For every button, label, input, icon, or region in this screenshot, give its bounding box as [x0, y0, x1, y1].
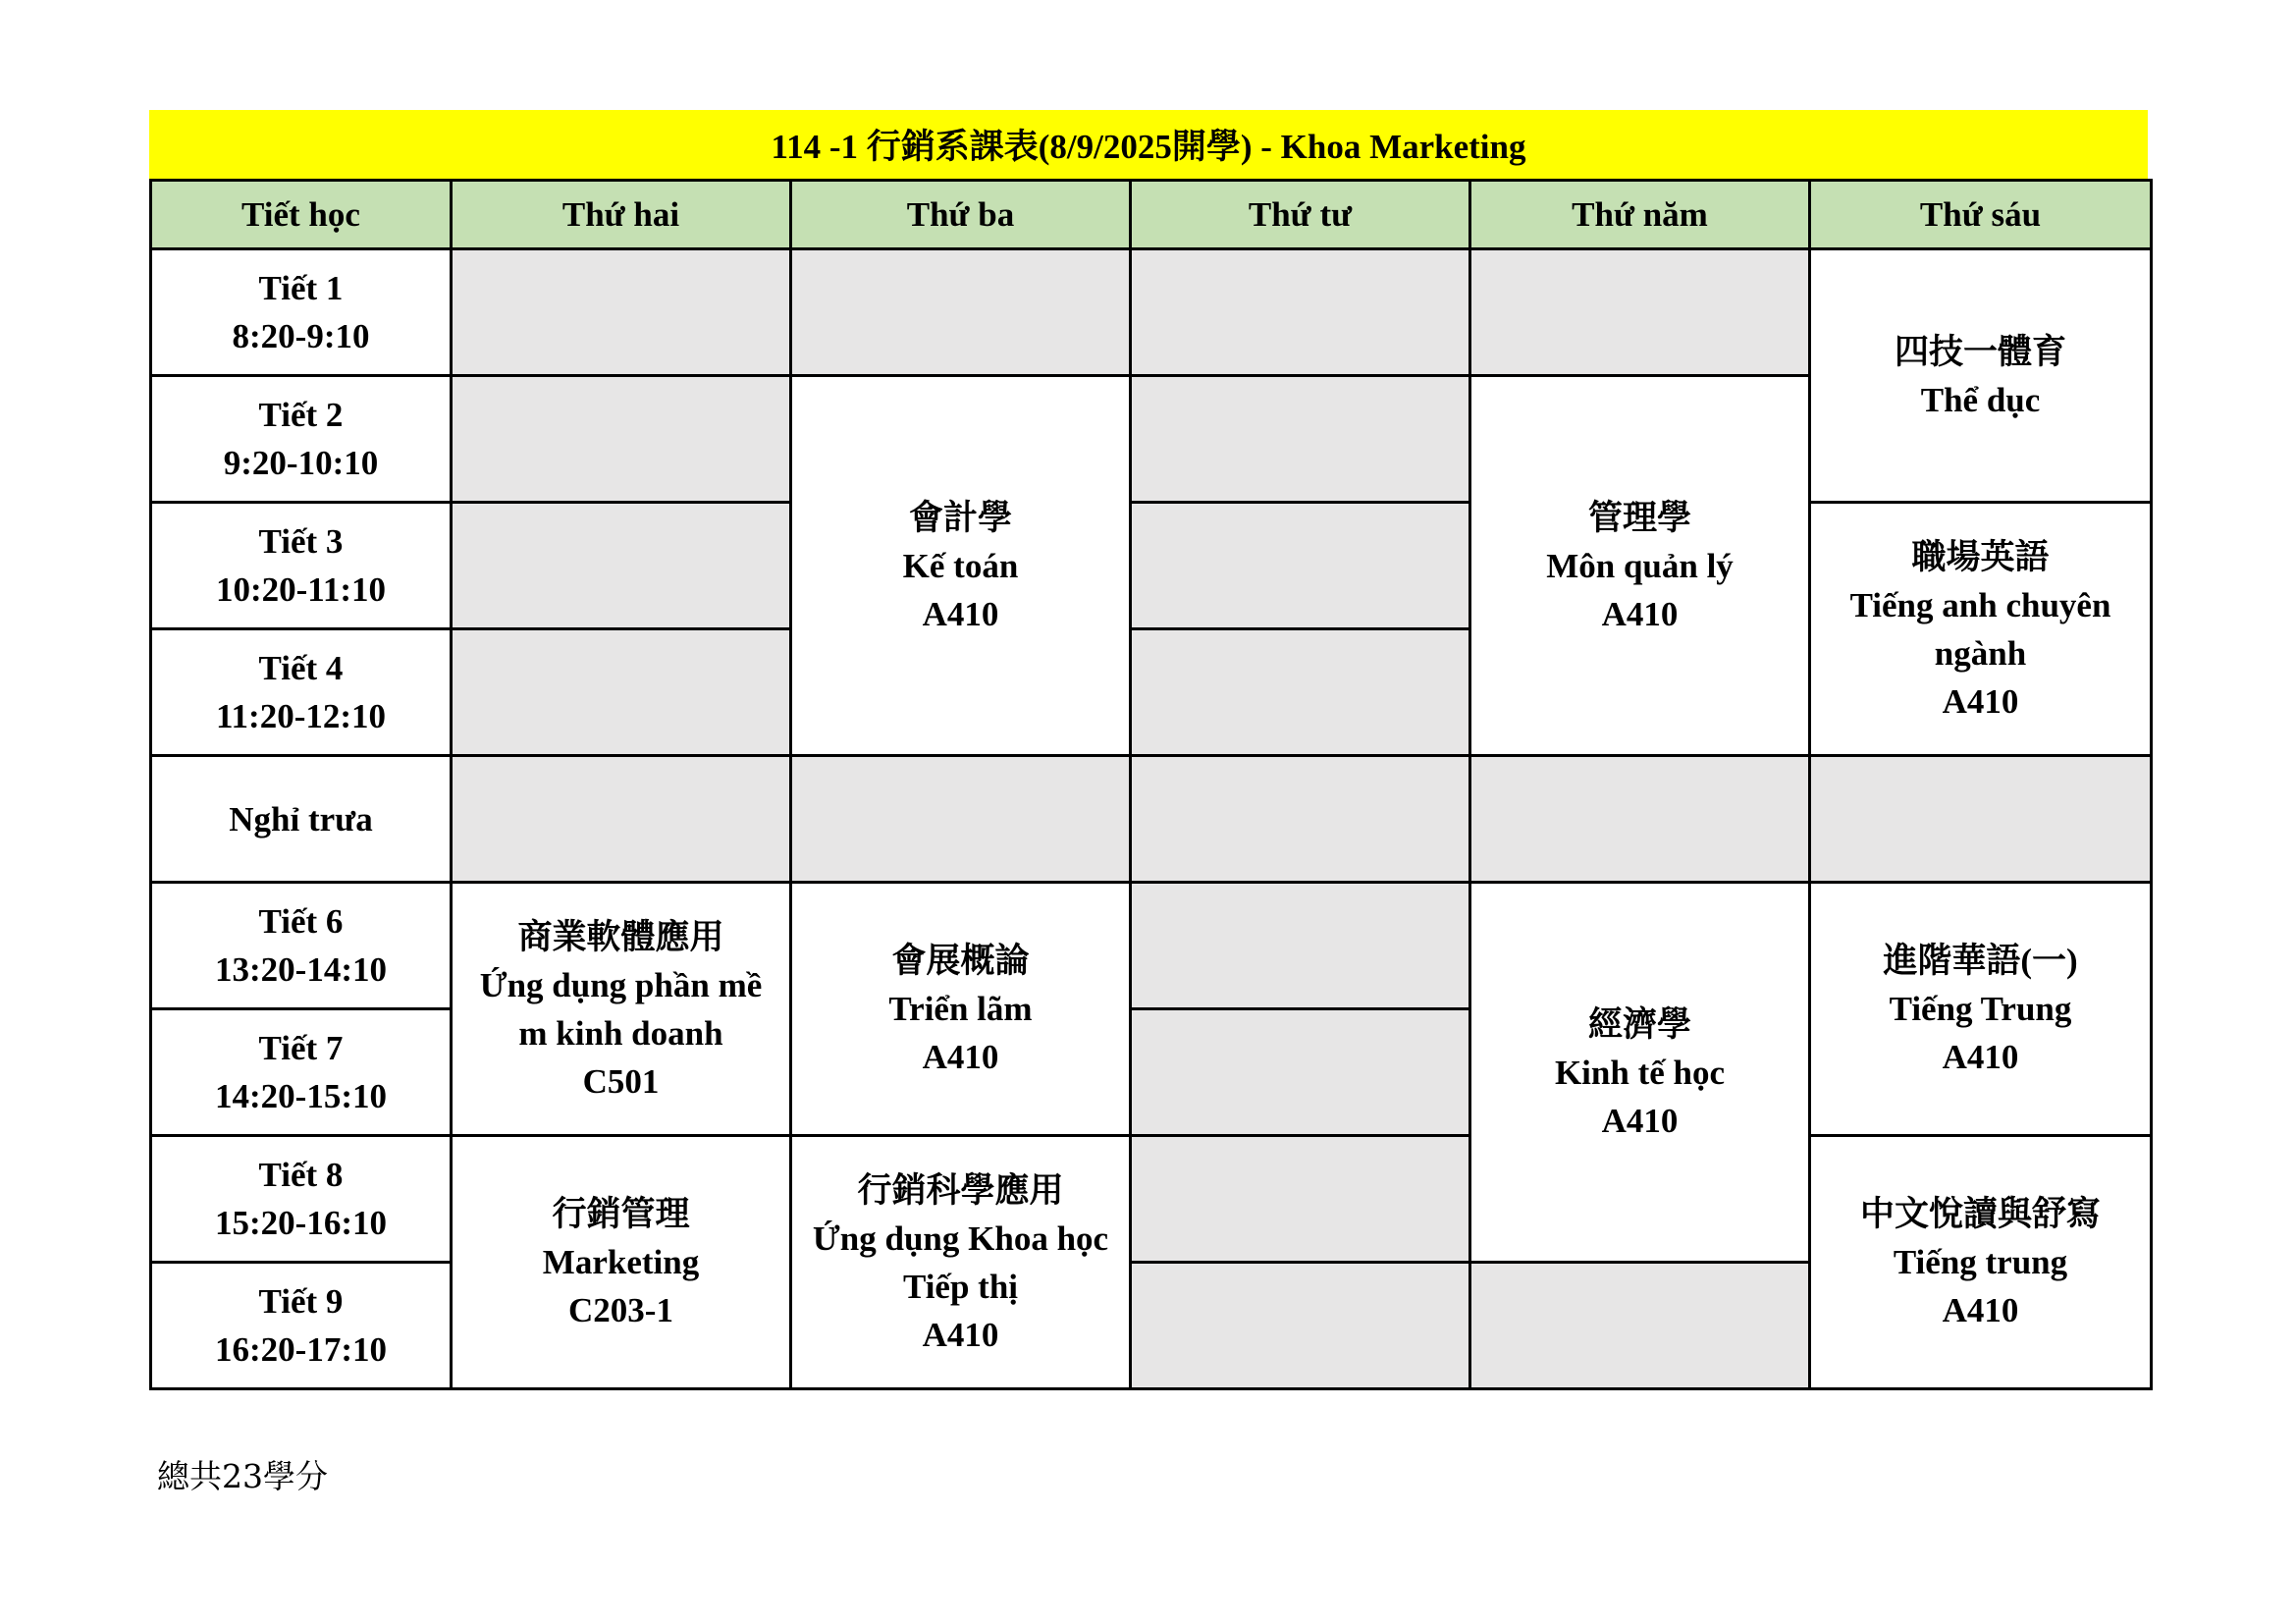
course-name-vi: Tiếng trung — [1893, 1243, 2068, 1281]
course-room: A410 — [1601, 594, 1679, 633]
course-name-zh: 管理學 — [1587, 498, 1691, 537]
course-name-vi: Ứng dụng phần mề — [479, 965, 763, 1004]
total-credits-note: 總共23學分 — [157, 1457, 328, 1495]
empty-slot — [1131, 1009, 1470, 1136]
period-name: Tiết 7 — [258, 1029, 344, 1067]
period-time: 8:20-9:10 — [232, 317, 370, 355]
empty-slot — [1131, 376, 1470, 503]
period-name: Tiết 2 — [258, 396, 344, 434]
course-name-vi: Ứng dụng Khoa học — [812, 1218, 1109, 1258]
period-time: 9:20-10:10 — [223, 444, 379, 482]
period-name: Tiết 3 — [258, 522, 344, 561]
period-name: Tiết 6 — [258, 902, 344, 941]
lunch-row — [151, 756, 2152, 883]
course-name-vi-cont: m kinh doanh — [518, 1013, 723, 1053]
course-room: A410 — [1601, 1101, 1679, 1140]
period-cell — [151, 1136, 452, 1263]
header-monday: Thứ hai — [452, 181, 791, 249]
course-name-vi: Môn quản lý — [1546, 546, 1734, 585]
period-time: 11:20-12:10 — [215, 697, 387, 735]
period-name: Tiết 8 — [258, 1156, 344, 1194]
course-room: C203-1 — [568, 1291, 673, 1329]
period-cell — [151, 249, 452, 376]
empty-slot — [1470, 756, 1810, 883]
course-name-zh: 中文悅讀與舒寫 — [1859, 1195, 2101, 1233]
empty-slot — [1131, 503, 1470, 629]
empty-slot — [791, 249, 1131, 376]
schedule-title: 114 -1 行銷系課表(8/9/2025開學) - Khoa Marketing — [149, 110, 2148, 179]
empty-slot — [452, 249, 791, 376]
header-row — [151, 181, 2152, 249]
course-room: A410 — [922, 594, 999, 633]
course-name-zh: 經濟學 — [1587, 1004, 1691, 1044]
period-cell — [151, 503, 452, 629]
empty-slot — [452, 376, 791, 503]
lunch-label: Nghỉ trưa — [229, 799, 373, 839]
schedule-row — [151, 503, 2152, 629]
period-cell — [151, 376, 452, 503]
course-cell-tue-accounting — [791, 376, 1131, 756]
course-room: A410 — [1942, 1291, 2019, 1329]
course-name-vi: Kinh tế học — [1554, 1053, 1726, 1092]
period-time: 10:20-11:10 — [215, 570, 387, 609]
course-room: A410 — [922, 1315, 999, 1354]
period-time: 14:20-15:10 — [215, 1077, 387, 1115]
period-cell — [151, 883, 452, 1009]
course-cell-tue-exhibition — [791, 883, 1131, 1136]
course-room: A410 — [1942, 681, 2019, 721]
period-cell — [151, 629, 452, 756]
empty-slot — [1470, 249, 1810, 376]
course-name-vi-cont: ngành — [1934, 633, 2027, 673]
empty-slot — [1131, 883, 1470, 1009]
period-cell — [151, 1009, 452, 1136]
header-thursday: Thứ năm — [1470, 181, 1810, 249]
course-name-vi: Tiếng Trung — [1889, 990, 2072, 1028]
course-name-vi: Kế toán — [902, 546, 1019, 585]
empty-slot — [1470, 1263, 1810, 1389]
period-name: Tiết 4 — [258, 649, 344, 687]
period-cell — [151, 1263, 452, 1389]
header-friday: Thứ sáu — [1810, 181, 2152, 249]
period-cell — [151, 756, 452, 883]
schedule-table — [149, 179, 2153, 1390]
empty-slot — [1810, 756, 2152, 883]
header-wednesday: Thứ tư — [1131, 181, 1470, 249]
empty-slot — [1131, 629, 1470, 756]
empty-slot — [1131, 1136, 1470, 1263]
course-cell-fri-chinese1 — [1810, 883, 2152, 1136]
period-time: 15:20-16:10 — [215, 1204, 387, 1242]
course-cell-mon-marketing — [452, 1136, 791, 1389]
course-name-zh: 商業軟體應用 — [517, 917, 724, 956]
empty-slot — [1131, 756, 1470, 883]
course-cell-tue-science — [791, 1136, 1131, 1389]
period-name: Tiết 1 — [258, 269, 344, 307]
course-name-vi: Marketing — [542, 1243, 700, 1281]
empty-slot — [452, 629, 791, 756]
course-cell-fri-pe — [1810, 249, 2152, 503]
course-name-zh: 會計學 — [908, 498, 1012, 537]
course-name-vi: Thể dục — [1920, 380, 2041, 419]
period-time: 13:20-14:10 — [215, 950, 387, 989]
course-name-zh: 行銷科學應用 — [857, 1170, 1064, 1210]
header-period: Tiết học — [151, 181, 452, 249]
course-name-vi-cont: Tiếp thị — [902, 1267, 1019, 1306]
course-room: A410 — [922, 1038, 999, 1076]
course-cell-thu-economics — [1470, 883, 1810, 1263]
empty-slot — [1131, 249, 1470, 376]
course-name-vi: Triển lãm — [888, 990, 1033, 1028]
course-cell-fri-english — [1810, 503, 2152, 756]
course-name-zh: 職場英語 — [1911, 537, 2050, 576]
empty-slot — [452, 756, 791, 883]
empty-slot — [791, 756, 1131, 883]
header-tuesday: Thứ ba — [791, 181, 1131, 249]
period-name: Tiết 9 — [258, 1282, 344, 1321]
course-name-zh: 四技一體育 — [1894, 332, 2066, 371]
schedule-row — [151, 249, 2152, 376]
course-cell-fri-chinese2 — [1810, 1136, 2152, 1389]
course-name-vi: Tiếng anh chuyên — [1849, 585, 2111, 624]
empty-slot — [452, 503, 791, 629]
period-time: 16:20-17:10 — [215, 1330, 387, 1369]
course-cell-mon-software — [452, 883, 791, 1136]
course-cell-thu-management — [1470, 376, 1810, 756]
course-name-zh: 進階華語(一) — [1883, 942, 2078, 980]
course-room: A410 — [1942, 1038, 2019, 1076]
empty-slot — [1131, 1263, 1470, 1389]
course-name-zh: 行銷管理 — [552, 1195, 690, 1233]
schedule-row — [151, 1136, 2152, 1263]
schedule-row — [151, 883, 2152, 1009]
course-room: C501 — [582, 1061, 660, 1101]
course-name-zh: 會展概論 — [891, 942, 1030, 980]
